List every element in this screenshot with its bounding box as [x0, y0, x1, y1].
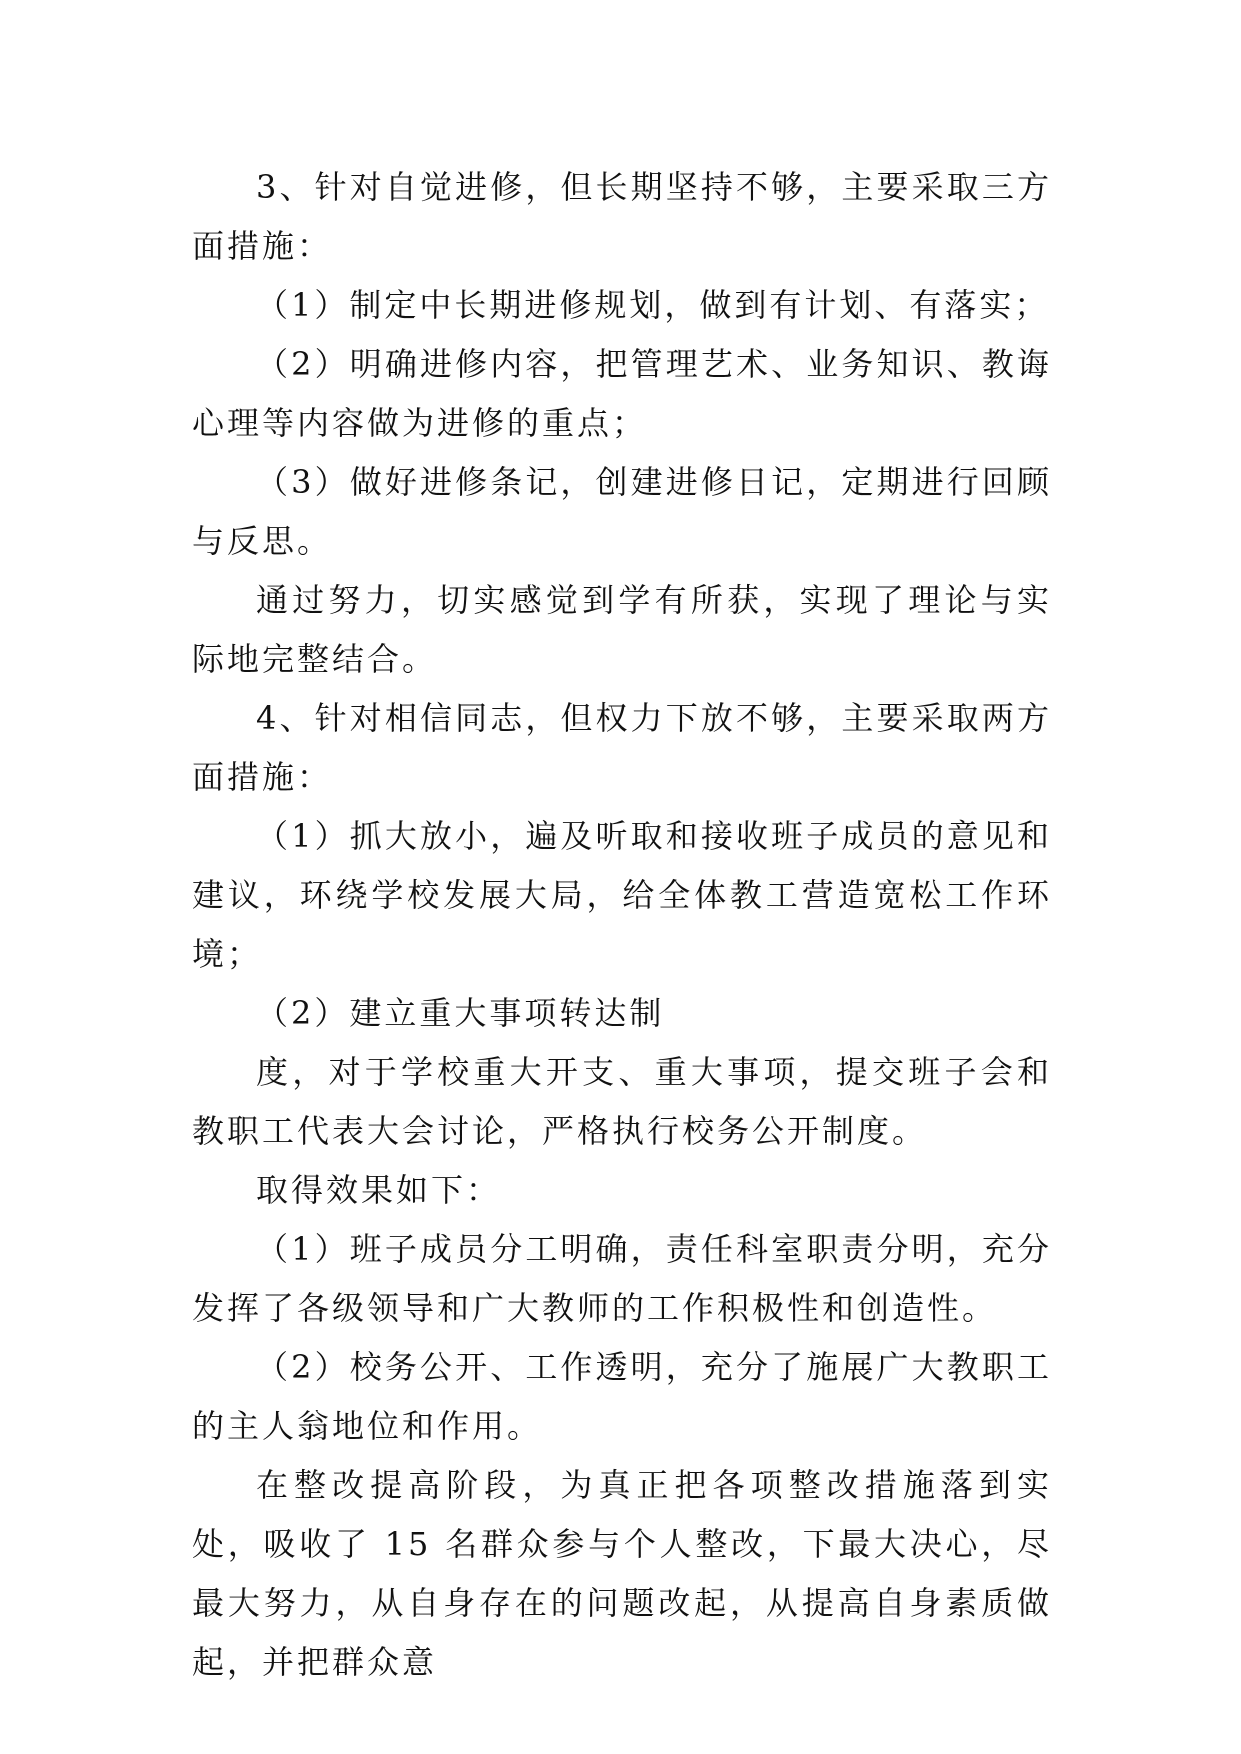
paragraph-rectification: 在整改提高阶段，为真正把各项整改措施落到实处，吸收了 15 名群众参与个人整改，下最大决心，尽最大努力，从自身存在的问题改起，从提高自身素质做起，并把群众意 — [192, 1466, 1052, 1681]
list-item-effect-1: （1）班子成员分工明确，责任科室职责分明，充分发挥了各级领导和广大教师的工作积极性和创造性。 — [192, 1230, 1052, 1327]
list-item-content: （2）明确进修内容，把管理艺术、业务知识、教诲心理等内容做为进修的重点； — [192, 345, 1052, 442]
list-item-delegate: （1）抓大放小，遍及听取和接收班子成员的意见和建议，环绕学校发展大局，给全体教工营造宽松工作环境； — [192, 817, 1052, 973]
list-item-report-system: （2）建立重大事项转达制 — [256, 994, 665, 1032]
paragraph-report-system-cont: 度，对于学校重大开支、重大事项，提交班子会和教职工代表大会讨论，严格执行校务公开制度。 — [192, 1053, 1052, 1150]
list-item-notes: （3）做好进修条记，创建进修日记，定期进行回顾与反思。 — [192, 463, 1052, 560]
paragraph-result-study: 通过努力，切实感觉到学有所获，实现了理论与实际地完整结合。 — [192, 581, 1052, 678]
paragraph-measure-4: 4、针对相信同志，但权力下放不够，主要采取两方面措施： — [192, 699, 1052, 796]
list-item-effect-2: （2）校务公开、工作透明，充分了施展广大教职工的主人翁地位和作用。 — [192, 1348, 1052, 1445]
document-body — [192, 158, 1052, 1692]
paragraph-effects-heading: 取得效果如下： — [256, 1171, 502, 1209]
list-item-plan: （1）制定中长期进修规划，做到有计划、有落实； — [256, 286, 1050, 324]
paragraph-measure-3: 3、针对自觉进修，但长期坚持不够，主要采取三方面措施： — [192, 168, 1052, 265]
